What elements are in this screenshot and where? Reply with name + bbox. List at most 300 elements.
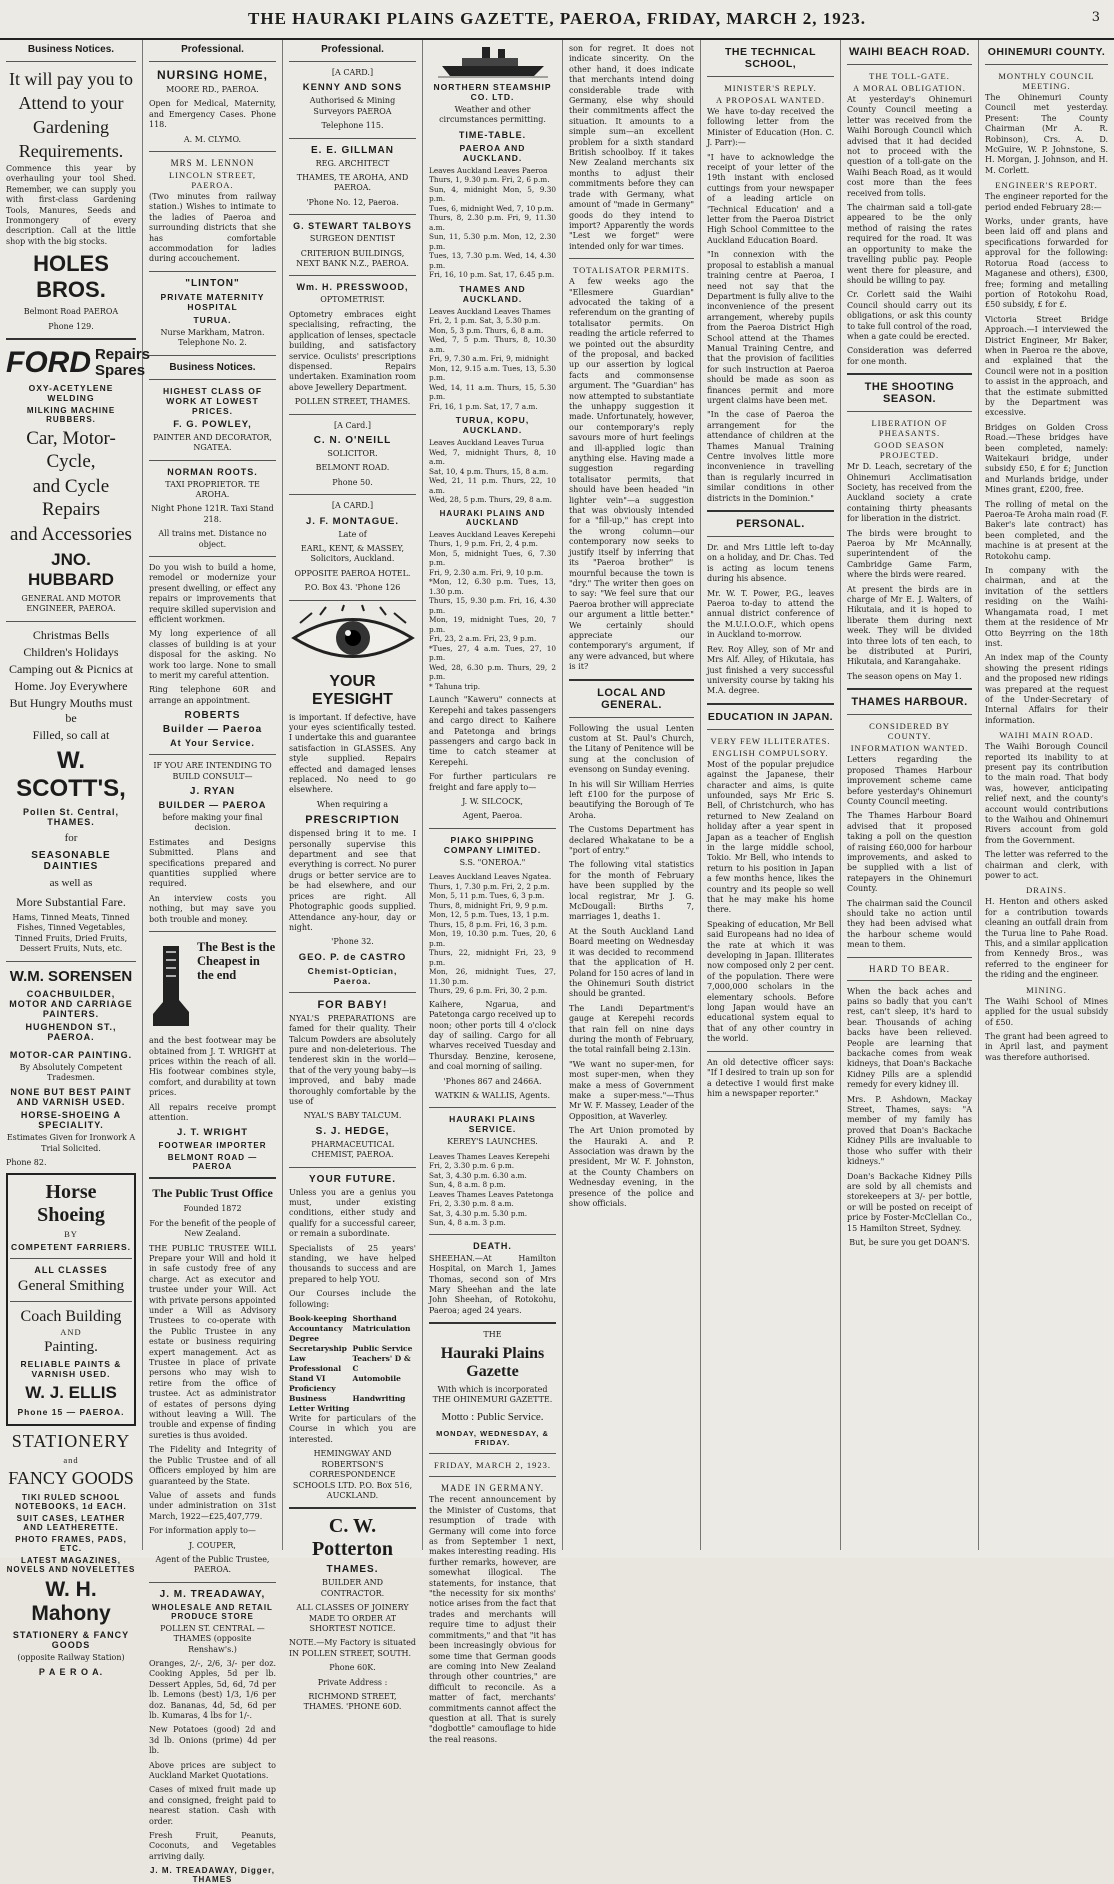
ford-ad bbox=[6, 346, 151, 380]
house-text-2: My long experience of all classes of building is at your disposal for the asking. No work too large. None to small to merit my careful attention. bbox=[149, 629, 276, 680]
criterion: CRITERION BUILDINGS, NEXT BANK N.Z., PAEROA. bbox=[296, 248, 409, 269]
value: Value of assets and funds under administration on 31st March, 1922—£25,407,779. bbox=[149, 1490, 276, 1521]
presswood: Wm. H. PRESSWOOD, bbox=[296, 282, 409, 293]
course-item: Automobile bbox=[352, 1374, 401, 1384]
couper: J. COUPER, bbox=[189, 1540, 236, 1550]
holes-bros: HOLES BROS. bbox=[33, 251, 109, 303]
death: DEATH. bbox=[473, 1240, 512, 1251]
mining-text-1: The Waihi School of Mines applied for the usual subsidy of £50. bbox=[985, 996, 1108, 1027]
cargo: Kaihere, Ngarua, and Patetonga cargo received up to noon; other ports till 4 o'clock day of sailing. Cargo for all wharves received Tuesday and Thursday. Benzine, kerosene, and coal morning of sailing. bbox=[429, 999, 557, 1072]
waihi-text-2: The chairman said a toll-gate appeared to be the only method of raising the rates required for the road. It was an opportunity to make the travelling public pay. People went there for pleasure, and should be willing to pay. bbox=[847, 203, 972, 285]
gazette-title: Hauraki Plains Gazette bbox=[440, 1344, 545, 1380]
personal: PERSONAL. bbox=[736, 518, 805, 531]
phone-50: Phone 50. bbox=[332, 477, 373, 487]
thames-auckland: THAMES AND AUCKLAND. bbox=[459, 283, 526, 304]
joinery: ALL CLASSES OF JOINERY MADE TO ORDER AT SHORTEST NOTICE. bbox=[296, 1603, 409, 1633]
presc-text: dispensed bring it to me. I personally supervise this department and see that everything is correct. No purer drugs or better service are to be had elsewhere, and our prices are right. All Photographic goods supplied. Attendance any-hour, day or night. bbox=[289, 829, 416, 932]
footwear-importer: FOOTWEAR IMPORTER bbox=[158, 1141, 267, 1151]
waihi-main-road: WAIHI MAIN ROAD. bbox=[999, 730, 1094, 741]
painter: PAINTER AND DECORATOR, NGATEA. bbox=[153, 432, 272, 453]
eng-text-1: The engineer reported for the period ended February 28:— bbox=[985, 192, 1108, 212]
editorial-cont: son for regret. It does not indicate sincerity. On the other hand, it does indicate that merchants intend doing considerable trade with Germany, else why should their commitments affect the situation. It amounts to a simple sum—an excellent problem for a sixth standard British schoolboy. If it takes New Zealand merchants six months to adjust their commitments before they can trade with Germany, what amount of "made in Germany" goods do they intend to import? Apparently the words "Lest we forget" were intended only for war times. bbox=[569, 44, 694, 251]
waihi-text-4: Consideration was deferred for one month. bbox=[847, 346, 972, 366]
trust-text: THE PUBLIC TRUSTEE WILL Prepare your Will and hold it in safe custody free of any charge. Act as executor and trustee under your Will. Act with private persons appointed under a Will as Advisory Trustees to co-operate with the Public Trustee in any estate or business requiring expert management. Act as Trustee in place of private persons who may wish to retire from the office of trustee. Act as administrator of estates of persons dying without leaving a Will. The trouble and expense of finding sureties is thus avoided. bbox=[149, 1243, 276, 1440]
weather: Weather and other circumstances permitting. bbox=[439, 105, 546, 125]
write: Write for particulars of the Course in which you are interested. bbox=[289, 1414, 416, 1444]
solicitor: SOLICITOR. bbox=[327, 448, 378, 458]
wright-ad bbox=[149, 938, 276, 1036]
personal-1: Dr. and Mrs Little left to-day on a holiday, and Dr. Chas. Ted is acting as locum tenens during his absence. bbox=[707, 543, 834, 584]
eng-text-7: An index map of the County showing the present ridings and the proposed new ridings was prepared at the request of the Under-Secretary of Internal Affairs for their information. bbox=[985, 653, 1108, 725]
nursing-home: NURSING HOME, bbox=[156, 68, 268, 82]
eng-text-4: Bridges on Golden Cross Road.—These bridges have been completed, namely: Waitekauri bridge, under subsidy £50, £ for £; Junction and Murlands bridge, under Mines grant, £200, free. bbox=[985, 422, 1108, 495]
if-you: IF YOU ARE INTENDING TO BUILD CONSULT— bbox=[153, 761, 272, 781]
surgeon: SURGEON DENTIST bbox=[309, 234, 396, 244]
technical-school: THE TECHNICAL SCHOOL, bbox=[724, 46, 817, 70]
course-item: Teachers' D & C bbox=[352, 1354, 411, 1374]
course-item: Business Letter Writing bbox=[289, 1394, 350, 1414]
motto: Motto : Public Service. bbox=[441, 1411, 544, 1424]
garden-line-3: Gardening bbox=[33, 117, 109, 137]
seasonable: SEASONABLE DAINTIES bbox=[31, 849, 111, 872]
painting: Painting. bbox=[44, 1338, 98, 1355]
before: before making your final decision. bbox=[162, 813, 263, 833]
ryan: J. RYAN bbox=[189, 786, 236, 798]
issue-date: FRIDAY, MARCH 2, 1923. bbox=[434, 1460, 551, 1471]
column-7 bbox=[841, 40, 979, 1550]
opto-pollen: POLLEN STREET, THAMES. bbox=[294, 397, 411, 407]
xmas-4: Home. Joy Everywhere bbox=[14, 678, 128, 693]
phone-60k: Phone 60K. bbox=[329, 1663, 376, 1673]
course-item: Shorthand bbox=[352, 1314, 397, 1324]
incorporated: With which is incorporated THE OHINEMURI GAZETTE. bbox=[432, 1384, 553, 1404]
english-compulsory: ENGLISH COMPULSORY. bbox=[712, 747, 829, 758]
hauraki-service: HAURAKI PLAINS SERVICE. bbox=[449, 1114, 536, 1135]
pobox: P.O. Box 43. 'Phone 126 bbox=[304, 583, 401, 593]
sorensen: W.M. SORENSEN bbox=[9, 967, 133, 985]
fresh: Fresh Fruit, Peanuts, Coconuts, and Vegetables arriving daily. bbox=[149, 1831, 276, 1861]
boot-icon bbox=[149, 942, 193, 1032]
contractor: BUILDER AND CONTRACTOR. bbox=[320, 1578, 385, 1598]
course-list bbox=[289, 1314, 416, 1414]
hughenden: HUGHENDON ST., PAEROA. bbox=[25, 1021, 117, 1042]
timetable-2: Leaves Auckland Leaves Thames Fri, 2, 1 p.m. Sat, 3, 5.30 p.m. Mon, 5, 3 p.m. Thurs, 6, 8 a.m. Wed, 7, 5 p.m. Thurs, 8, 10.30 a.m. Fri, 9, 7.30 a.m. Fri, 9, midnight Mon, 12, 9.15 a.m. Tues, 13, 5.30 p.m. Wed, 14, 11 a.m. Thurs, 15, 5.30 p.m. Fri, 16, 1 p.m. Sat, 17, 7 a.m. bbox=[429, 306, 556, 411]
info: For information apply to— bbox=[149, 1526, 256, 1536]
card-3: [A CARD.] bbox=[331, 501, 374, 511]
waihi-text-3: Cr. Corlett said the Waihi Council should carry out its obligations, or ask this county to take full control of the road, when a gate could be erected. bbox=[847, 290, 972, 341]
column-8 bbox=[979, 40, 1114, 1550]
column-1 bbox=[0, 40, 151, 1677]
interview: An interview costs you nothing, but may save you both trouble and money. bbox=[149, 893, 276, 924]
architect-places: THAMES, TE AROHA, AND PAEROA. bbox=[296, 173, 409, 193]
hard-text-1: When the back aches and pains so badly that you can't rest, can't sleep, it's hard to bear. Thousands of aching backs have been relieved. People are learning that backache comes from weak kidneys, that Doan's Backache Kidney Pills are a splendid remedy for every kidney ill. bbox=[847, 986, 972, 1090]
mahony-sub: STATIONERY & FANCY GOODS bbox=[12, 1629, 130, 1650]
mahony-paeroa: P A E R O A. bbox=[38, 1666, 104, 1677]
page-number: 3 bbox=[1091, 10, 1100, 25]
scott: W. SCOTT'S, bbox=[16, 746, 126, 802]
course-item: Handwriting bbox=[352, 1394, 406, 1404]
optometrist: OPTOMETRIST. bbox=[320, 295, 385, 305]
ellis: W. J. ELLIS bbox=[25, 1382, 117, 1402]
steamship-icon bbox=[438, 44, 548, 78]
wholesale: WHOLESALE AND RETAIL PRODUCE STORE bbox=[152, 1602, 273, 1621]
silcock-agent: Agent, Paeroa. bbox=[462, 811, 523, 821]
course-item: Public Service bbox=[352, 1344, 413, 1354]
prices: Oranges, 2/-, 2/6, 3/- per doz. Cooking Apples, 5d per lb. Dessert Apples, 5d, 6d, 7d per lb. Lemons (best) 1/3, 1/6 per doz. Bananas, 4d, 5d, 6d per lb. Kumaras, 4 lbs for 1/-. bbox=[149, 1658, 276, 1720]
thames-harbour: THAMES HARBOUR. bbox=[851, 696, 968, 709]
hedge: S. J. HEDGE, bbox=[315, 1125, 390, 1137]
xmas-1: Christmas Bells bbox=[32, 627, 110, 642]
holes-phone: Phone 129. bbox=[48, 321, 94, 331]
above: Above prices are subject to Auckland Market Quotations. bbox=[149, 1760, 276, 1781]
opposite-hotel: OPPOSITE PAEROA HOTEL. bbox=[294, 568, 411, 578]
timetable-6: Leaves Thames Leaves Kerepehi Fri, 2, 3.30 p.m. 6 p.m. Sat, 3, 4.30 p.m. 6.30 a.m. Sun, 4, 8 a.m. 8 p.m. Leaves Thames Leaves Patetonga Fri, 2, 3.30 p.m. 8 a.m. Sat, 3, 4.30 p.m. 5.30 p.m. Sun, 4, 8 a.m. 3 p.m. bbox=[429, 1151, 554, 1228]
treadaway: J. M. TREADAWAY, bbox=[159, 1588, 266, 1600]
shoot-text-2: The birds were brought to Paeroa by Mr McAnnally, superintendent of the Cambridge Game Farm, where the birds were reared. bbox=[847, 528, 972, 580]
holes-address: Belmont Road PAEROA bbox=[23, 307, 119, 317]
course-item: Matriculation bbox=[352, 1324, 411, 1334]
tiki: TIKI RULED SCHOOL NOTEBOOKS, 1d EACH. bbox=[15, 1492, 127, 1511]
hubbard: JNO. HUBBARD bbox=[28, 550, 114, 590]
trains-met: All trains met. Distance no object. bbox=[158, 529, 267, 549]
totalisator: TOTALISATOR PERMITS. bbox=[573, 265, 690, 276]
powley: F. G. POWLEY, bbox=[173, 418, 252, 430]
factory-note: NOTE.—My Factory is situated IN POLLEN STREET, SOUTH. bbox=[289, 1638, 416, 1658]
public-trust: The Public Trust Office bbox=[152, 1186, 273, 1201]
future-text: Unless you are a genius you must, under existing conditions, either study and qualify for a successful career, or remain a subordinate. bbox=[289, 1187, 416, 1239]
benefit: For the benefit of the people of New Zealand. bbox=[149, 1218, 276, 1239]
paeroa-auckland: PAEROA AND AUCKLAND. bbox=[459, 142, 526, 163]
column-4 bbox=[423, 40, 563, 1744]
roberts-service: At Your Service. bbox=[170, 738, 255, 749]
hard-text-2: Mrs. P. Ashdown, Mackay Street, Thames, says: "A member of my family has proved that Doan's Backache Kidney Pills are invaluable to those who suffer with their kidneys." bbox=[847, 1094, 972, 1167]
chemist-optician: Chemist-Optician, Paeroa. bbox=[307, 965, 398, 986]
future-text-2: Specialists of 25 years' standing, we have helped thousands to success and are prepared to help YOU. bbox=[289, 1243, 416, 1284]
column-2 bbox=[143, 40, 283, 1884]
main-text-1: The Waihi Borough Council reported its inability to at present pay its contribution to the main road. That body was, however, anticipating relief next, and the county's account would contributions to the Waihou and Ohinemuri Rivers account from gold from the Government. bbox=[985, 742, 1108, 845]
markham: Nurse Markham, Matron. Telephone No. 2. bbox=[160, 327, 265, 348]
architect-phone: 'Phone No. 12, Paeroa. bbox=[306, 197, 399, 207]
the: THE bbox=[483, 1330, 502, 1340]
mining-text-2: The grant had been agreed to in April last, and payment was therefore authorised. bbox=[985, 1031, 1108, 1062]
xmas-6: Filled, so call at bbox=[32, 727, 110, 742]
farriers: COMPETENT FARRIERS. bbox=[10, 1241, 132, 1252]
masthead-title: THE HAURAKI PLAINS GAZETTE, PAEROA, FRIDAY, MARCH 2, 1923. bbox=[248, 9, 866, 28]
monthly-meeting: MONTHLY COUNCIL MEETING. bbox=[998, 71, 1095, 91]
days: MONDAY, WEDNESDAY, & FRIDAY. bbox=[436, 1429, 549, 1448]
timetable-3: Leaves Auckland Leaves Turua Wed, 7, midnight Thurs, 8, 10 a.m. Sat, 10, 4 p.m. Thurs, 15, 8 a.m. Wed, 21, 11 p.m. Thurs, 22, 10 a.m. Wed, 28, 5 p.m. Thurs, 29, 8 a.m. bbox=[429, 438, 556, 505]
personal-2: Mr. W. T. Power, P.G., leaves Paeroa to-day to attend the annual district conference of the M.U.I.O.O.F., which opens in Auckland to-morrow. bbox=[707, 588, 834, 640]
card: [A CARD.] bbox=[331, 68, 374, 77]
nursing-addr: MOORE RD., PAEROA. bbox=[166, 85, 259, 94]
when-requiring: When requiring a bbox=[316, 799, 389, 809]
richmond: RICHMOND STREET, THAMES. 'PHONE 60D. bbox=[303, 1691, 402, 1712]
latest: LATEST MAGAZINES, NOVELS AND NOVELETTES bbox=[6, 1555, 136, 1574]
taxi: TAXI PROPRIETOR. TE AROHA. bbox=[165, 479, 260, 499]
harbour-text-3: The chairman said the Council should take no action until they had been advised what the harbour scheme would mean to them. bbox=[847, 898, 972, 950]
columns bbox=[0, 40, 1114, 1884]
column-5 bbox=[563, 40, 701, 1550]
local-general: LOCAL AND GENERAL. bbox=[597, 686, 666, 711]
garden-line-2: Attend to your bbox=[18, 93, 124, 113]
shooting-season: THE SHOOTING SEASON. bbox=[864, 381, 955, 406]
ryan-text: Estimates and Designs Submitted. Plans and specifications prepared and quantities supplied where required. bbox=[149, 837, 276, 889]
scott-text: Hams, Tinned Meats, Tinned Fishes, Tinned Vegetables, Tinned Fruits, Dried Fruits, Dessert Fruits, Nuts, etc. bbox=[12, 912, 130, 954]
course-item: Secretaryship bbox=[289, 1344, 347, 1354]
talboys: G. STEWART TALBOYS bbox=[293, 221, 412, 232]
norman: NORMAN ROOTS. bbox=[167, 466, 258, 477]
tech-text-3: "In connexion with the proposal to establish a manual training centre at Paeroa, I need not say that the Department is fully alive to the inconvenience of the present arrangement, whereby pupils from the Paeroa District High School attend at the Thames Manual Training Centre, and that the provision of facilities for such instruction at Paeroa should be made as soon as finances permit and more urgent claims have been met. bbox=[707, 250, 834, 405]
card-2: [A Card.] bbox=[334, 420, 371, 430]
silcock: J. W. SILCOCK, bbox=[462, 796, 523, 806]
prescription: PRESCRIPTION bbox=[305, 814, 400, 827]
nursing-text: Open for Medical, Maternity, and Emergency Cases. Phone 118. bbox=[149, 99, 276, 130]
photo-frames: PHOTO FRAMES, PADS, ETC. bbox=[15, 1534, 127, 1553]
timetable-5: Leaves Auckland Leaves Ngatea. Thurs, 1, 7.30 p.m. Fri, 2, 2 p.m. Mon, 5, 11 p.m. Tues, 6, 3 p.m. Thurs, 8, midnight Fri, 9, 9 p.m. Mon, 12, 5 p.m. Tues, 13, 1 p.m. Thurs, 15, 8 p.m. Fri, 16, 3 p.m. Mon, 19, 10.30 p.m. Tues, 20, 6 p.m. Thurs, 22, midnight Fri, 23, 9 p.m. Mon, 26, midnight Tues, 27, 11.30 p.m. Thurs, 29, 6 p.m. Fri, 30, 2 p.m. bbox=[429, 872, 556, 996]
local-3: The Customs Department has declared Whakatane to be a "port of entry." bbox=[569, 825, 694, 856]
local-2: In his will Sir William Herries left £100 for the purpose of beautifying the Borough of Te Aroha. bbox=[569, 779, 694, 820]
ohinemuri-county: OHINEMURI COUNTY. bbox=[987, 46, 1106, 58]
founded: Founded 1872 bbox=[183, 1204, 242, 1214]
wright: J. T. WRIGHT bbox=[176, 1127, 249, 1139]
mahony-addr: (opposite Railway Station) bbox=[17, 1652, 125, 1662]
scott-for: for bbox=[64, 831, 78, 844]
local-7: "We want no super-men, for most super-men, when they make a mess of Government make a super-mess."—Thus Mr W. F. Massey, Leader of the Opposition, at Waverley. bbox=[569, 1059, 694, 1121]
timetable-1: Leaves Auckland Leaves Paeroa Thurs, 1, 9.30 p.m. Fri, 2, 6 p.m. Sun, 4, midnight Mon, 5, 9.30 p.m. Tues, 6, midnight Wed, 7, 10 p.m. Thurs, 8, 2.30 p.m. Fri, 9, 11.30 a.m. Sun, 11, 5.30 p.m. Mon, 12, 2.30 p.m. Tues, 13, 7.30 p.m. Wed, 14, 4.30 p.m. Fri, 16, 10 p.m. Sat, 17, 6.45 p.m. bbox=[429, 165, 556, 280]
watkin: WATKIN & WALLIS, Agents. bbox=[434, 1090, 551, 1100]
nyals: NYAL'S BABY TALCUM. bbox=[303, 1111, 402, 1121]
phone-32: 'Phone 32. bbox=[331, 937, 374, 947]
competent-by: By Absolutely Competent Tradesmen. bbox=[19, 1062, 123, 1082]
courses: Our Courses include the following: bbox=[289, 1289, 416, 1309]
castro: GEO. P. de CASTRO bbox=[298, 951, 407, 963]
substantial: More Substantial Fare. bbox=[16, 894, 126, 909]
ford-spares: Spares bbox=[95, 362, 146, 380]
shoot-text-1: Mr D. Leach, secretary of the Ohinemuri Acclimatisation Society, has received from the Auckland society a crate containing thirty pheasants for liberation in the district. bbox=[847, 462, 972, 524]
ministers-reply: MINISTER'S REPLY. bbox=[724, 83, 817, 93]
harbour-text-2: The Thames Harbour Board advised that it proposed taking a poll on the question of raising £60,000 for harbour improvements, and asked to be supplied with a list of ratepayers in the Ohinemuri County. bbox=[847, 811, 972, 894]
and-2: and bbox=[63, 1454, 79, 1465]
digger: J. M. TREADAWAY, Digger, THAMES bbox=[149, 1866, 276, 1884]
coachbuilder: COACHBUILDER, MOTOR AND CARRIAGE PAINTERS. bbox=[9, 988, 133, 1019]
masthead bbox=[0, 0, 1114, 40]
local-8: The Art Union promoted by the Hauraki A. and P. Association was drawn by the president, Mr W. F. Johnston, at the County Chambers on Wednesday evening, in the presence of the police and show officials. bbox=[569, 1126, 694, 1209]
estimates: Estimates Given for Ironwork A Trial Solicited. bbox=[6, 1133, 136, 1153]
xmas-3: Camping out & Picnics at bbox=[9, 661, 133, 676]
harbour-text-1: Letters regarding the proposed Thames Harbour improvement scheme came before yesterday's Ohinemuri County Council meeting. bbox=[847, 755, 972, 806]
info-wanted: INFORMATION WANTED. bbox=[850, 743, 969, 754]
milking: MILKING MACHINE RUBBERS. bbox=[26, 406, 116, 425]
section-head-prof-2: Professional. bbox=[321, 44, 384, 55]
and: AND bbox=[60, 1326, 82, 1337]
waihi-text-1: At yesterday's Ohinemuri County Council meeting a letter was received from the Waihi Borough Council which advised that it had decided not to proceed with the question of a toll-gate on the Waihi Beach Road, as it would cost more than the fees received from tolls. bbox=[847, 95, 972, 198]
suit-cases: SUIT CASES, LEATHER AND LEATHERETTE. bbox=[16, 1513, 126, 1532]
trust-agent: Agent of the Public Trustee, PAEROA. bbox=[155, 1554, 270, 1575]
column-6 bbox=[701, 40, 841, 1550]
eng-text-3: Victoria Street Bridge Approach.—I interviewed the District Engineer, Mr Baker, when in Paeroa re the above, and explained that the Council were not in a position to assist in the approach, and that the estimate submitted by the Department was excessive. bbox=[985, 314, 1108, 418]
garden-line-1: It will pay you to bbox=[9, 69, 133, 89]
mahony: W. H. Mahony bbox=[31, 1577, 111, 1625]
kenny: KENNY AND SONS bbox=[302, 82, 403, 94]
wright-belmont: BELMONT ROAD — PAEROA bbox=[167, 1153, 258, 1172]
cases: Cases of mixed fruit made up and consigned, freight paid to nearest station. Cash with order. bbox=[149, 1785, 276, 1826]
course-item: Law Professional bbox=[289, 1354, 342, 1374]
ryan-sub: BUILDER — PAEROA bbox=[158, 800, 267, 811]
edu-text-2: Speaking of education, Mr Bell said Europeans had no idea of the rate at which it was developing in Japan. Illiterates now composed only 2 per cent. of the population. There were 7,000,000 scholars in the elementary schools. Before long Japan would have an educational system equal to that of any other country in the world. bbox=[707, 919, 834, 1044]
proposal-wanted: A PROPOSAL WANTED. bbox=[716, 95, 825, 105]
garden-text: Commence this year by overhauling your tool Shed. Remember, we can supply you with first-class Gardening Tools, Manures, Seeds and Ironmongery of every description. Call at the little shop with the big stocks. bbox=[6, 164, 136, 246]
night-phone: Night Phone 121R. Taxi Stand 218. bbox=[151, 504, 274, 524]
course-item: Book-keeping bbox=[289, 1314, 347, 1324]
potatoes: New Potatoes (good) 2d and 3d lb. Onions (prime) 4d per lb. bbox=[149, 1725, 276, 1756]
meeting-text: The Ohinemuri County Council met yesterday. Present: The County Chairman (Mr A. R. Robinson), Crs. A. D. McGuire, W. P. Johnstone, S. H. Morgan, J. Johnson, and H. M. Corlett. bbox=[985, 93, 1108, 175]
tote-text: A few weeks ago the "Ellesmere Guardian" advocated the taking of a referendum on the granting of totalisator permits. On reading the article referred to we pointed out the absurdity of the proposal, and backed up our assertion by logical facts and commonsense argument. The "Guardian" has now attempted to substantiate the unhappy suggestion it made. Unfortunately, however, our contemporary's reply savours more of hurt feelings and ill-applied logic than anything else. Having made a suggestion regarding totalisator permits, that should have been headed "in lighter vein"—a suggestion that was obviously intended for a "fill-up," has crept into the wrong column—our contemporary now seeks to justify itself by inferring that its "Paeroa brother" is mournful because the town is "dry." The writer then goes on to say: "We feel sure that our Paeroa brother will appreciate our argument a little better." We certainly should appreciate our contemporary's argument, if any were advanced, but where is it? bbox=[569, 277, 694, 672]
edu-text-3: An old detective officer says: "If I desired to train up son for a detective I would first make him a newspaper reporter." bbox=[707, 1057, 834, 1098]
private-maternity: PRIVATE MATERNITY HOSPITAL bbox=[160, 291, 265, 312]
telephone-115: Telephone 115. bbox=[321, 121, 384, 131]
education-japan: EDUCATION IN JAPAN. bbox=[707, 710, 834, 723]
horse-shoeing: Horse Shoeing bbox=[37, 1180, 105, 1226]
toll-gate: THE TOLL-GATE. bbox=[869, 71, 950, 81]
eng-text-2: Works, under grants, have been laid off and plans and specifications forwarded for approval for the following: Rotorua Road (access to Maganese and others), £300, free; forming and metalling portion of Rotokohu Road, £50 subsidy, £ for £. bbox=[985, 217, 1108, 310]
clymo: A. M. CLYMO. bbox=[183, 134, 242, 144]
ford-repairs: Repairs bbox=[95, 346, 151, 364]
turua-kopu: TURUA, KOPU, AUCKLAND. bbox=[455, 415, 530, 436]
lennon: MRS M. LENNON bbox=[170, 158, 255, 169]
good-season: GOOD SEASON PROJECTED. bbox=[874, 440, 945, 461]
baby-text: NYAL'S PREPARATIONS are famed for their quality. Their Talcum Powders are absolutely pure and non-deleterious. The tenderest skin in the world—that of the very young baby—is improved, and baby made thoroughly comfortable by the use of bbox=[289, 1013, 416, 1106]
wright-repairs: All repairs receive prompt attention. bbox=[149, 1102, 276, 1122]
section-head-prof: Professional. bbox=[181, 44, 244, 55]
garden-line-4: Requirements. bbox=[18, 141, 124, 161]
death-text: SHEEHAN.—At Hamilton Hospital, on March 1, James Thomas, second son of Mrs Mary Sheehan and the late John Sheehan, of Rotokohu, Paeroa; aged 24 years. bbox=[429, 1253, 556, 1315]
liberation: LIBERATION OF PHEASANTS. bbox=[871, 418, 948, 439]
hard-to-bear: HARD TO BEAR. bbox=[869, 963, 950, 974]
potterton-thames: THAMES. bbox=[326, 1564, 379, 1576]
horse-speciality: HORSE-SHOEING A SPECIALITY. bbox=[20, 1110, 122, 1131]
eng-text-5: The rolling of metal on the Paeroa-Te Aroha main road (F. Baker's late contract) has been completed, and the machine is at present at the Rotokohu camp. bbox=[985, 499, 1108, 561]
your-eyesight: YOUR EYESIGHT bbox=[312, 672, 393, 708]
lennon-text: (Two minutes from railway station.) Wishes to intimate to the ladies of Paeroa and surrounding districts that she has comfortable accommodation for ladies during accouchement. bbox=[149, 192, 276, 264]
scott-address: Pollen St. Central, THAMES. bbox=[22, 806, 119, 827]
best-cheapest: The Best is the Cheapest in the end bbox=[197, 940, 276, 983]
ellis-phone: Phone 15 — PAEROA. bbox=[17, 1406, 125, 1417]
piako: PIAKO SHIPPING COMPANY LIMITED. bbox=[443, 834, 542, 855]
treadaway-pollen: POLLEN ST. CENTRAL — THAMES (opposite Renshaw's.) bbox=[160, 1623, 265, 1654]
fidelity: The Fidelity and Integrity of the Public Trustee and of all Officers employed by him are guaranteed by the State. bbox=[149, 1445, 276, 1486]
by: BY bbox=[64, 1228, 78, 1239]
illiterates: VERY FEW ILLITERATES. bbox=[710, 735, 831, 746]
kerey: KEREY'S LAUNCHES. bbox=[447, 1137, 538, 1147]
oneill-belmont: BELMONT ROAD. bbox=[315, 463, 390, 473]
hauraki-auckland: HAURAKI PLAINS AND AUCKLAND bbox=[439, 508, 546, 527]
local-6: The Landi Department's gauge at Kerepehi records that rain fell on nine days during the month of February, the total rainfall being 2.13in. bbox=[569, 1003, 694, 1055]
course-item: Stand VI Proficiency bbox=[289, 1374, 336, 1394]
local-4: The following vital statistics for the month of February have been supplied by the local registrar, Mr J. G. McDougall: Births 7, marriages 1, deaths 1. bbox=[569, 860, 694, 922]
tech-text-2: "I have to acknowledge the receipt of your letter of the 19th instant with enclosed cuttings from your newspaper of a leading article on 'Technical Education' and a letter from the Paeroa District High School Committee to the Auckland Education Board. bbox=[707, 152, 834, 245]
tech-text-4: "In the case of Paeroa the arrangement for the attendance of children at the Thames Manual Training Centre involves little more inconvenience in travelling than is regularly incurred in similar conditions in other districts in the Dominion." bbox=[707, 410, 834, 503]
xmas-2: Children's Holidays bbox=[23, 644, 119, 659]
best-text: and the best footwear may be obtained from J. T. WRIGHT at prices within the reach of all. His footwear combines style, comfort, and durability at town prices. bbox=[149, 1036, 276, 1098]
phones: 'Phones 867 and 2466A. bbox=[443, 1076, 542, 1086]
main-text-2: The letter was referred to the chairman and clerk, with power to act. bbox=[985, 850, 1108, 881]
section-head-bus: Business Notices. bbox=[169, 361, 256, 373]
moral-obligation: A MORAL OBLIGATION. bbox=[853, 83, 966, 93]
private-address: Private Address : bbox=[317, 1677, 388, 1687]
timetable: TIME-TABLE. bbox=[458, 129, 527, 140]
earl: EARL, KENT, & MASSEY, Solicitors, Auckland. bbox=[300, 543, 405, 564]
be-sure: But, be sure you get DOAN'S. bbox=[849, 1237, 970, 1247]
all-classes: ALL CLASSES bbox=[34, 1264, 108, 1275]
as-well: as well as bbox=[49, 876, 93, 889]
made-in-germany: MADE IN GERMANY. bbox=[440, 1483, 545, 1494]
ford-logo: FORD bbox=[6, 346, 91, 380]
pharma: PHARMACEUTICAL CHEMIST, PAEROA. bbox=[311, 1139, 394, 1160]
made-text: The recent announcement by the Minister of Customs, that resumption of trade with Germany will come into force as from September 1 next, makes interesting reading. His further remarks, however, are somewhat illogical. The statements, for instance, that "the necessity for six months' notice arises from the fact that trades and merchants will require time to adjust their commitments," and that "it has been increasingly obvious for some time that German goods are coming into New Zealand through other countries," are difficult to reconcile. As a matter of fact, merchants' commitments cannot affect the question at all. That is surely "dogbottle" camouflage to hide the real reasons. bbox=[429, 1495, 556, 1744]
turua: TURUA. bbox=[193, 314, 232, 325]
ring: Ring telephone 60R and arrange an appointment. bbox=[149, 685, 276, 705]
house-text: Do you wish to build a home, remodel or modernize your present dwelling, or effect any repairs or improvements that require skilled supervision and efficient workmen. bbox=[149, 562, 276, 624]
drains: DRAINS. bbox=[1026, 885, 1067, 896]
general-smithing: General Smithing bbox=[17, 1277, 125, 1294]
hubbard-sub: GENERAL AND MOTOR ENGINEER, PAEROA. bbox=[21, 594, 121, 614]
northern: NORTHERN STEAMSHIP CO. LTD. bbox=[433, 82, 552, 102]
linton: "LINTON" bbox=[185, 277, 240, 289]
car-line-2: and Cycle Repairs bbox=[32, 476, 110, 521]
stationery: STATIONERY bbox=[11, 1430, 131, 1451]
car-line-3: and Accessories bbox=[10, 524, 132, 546]
eng-text-6: In company with the chairman, and at the invitation of the settlers residing on the Waihi-Whangamata road, I met them at the residence of Mr Otto Beyrring on the 18th inst. bbox=[985, 566, 1108, 648]
montague: J. F. MONTAGUE. bbox=[306, 515, 399, 527]
eye-text: is important. If defective, have your eyes scientifically tested. I undertake this and guarantee satisfaction in GLASSES. Any style supplied. Repairs effected and damaged lenses replaced. No need to go elsewhere. bbox=[289, 712, 416, 795]
shoot-text-4: The season opens on May 1. bbox=[847, 671, 962, 681]
further: For further particulars re freight and fare apply to— bbox=[429, 772, 556, 792]
local-1: Following the usual Lenten custom at St. Paul's Church, the Litany of Penitence will be sung at the conclusion of evensong on Sunday evening. bbox=[569, 723, 694, 775]
shoot-text-3: At present the birds are in charge of Mr E. J. Walters, of Hikutaia, and it is hoped to liberate them during next week. They will be divided into three lots of ten each, to be distributed at Puriri, Hikutaia, and Karangahake. bbox=[847, 584, 972, 667]
section-head: Business Notices. bbox=[27, 44, 115, 55]
late-of: Late of bbox=[338, 529, 367, 539]
mining: MINING. bbox=[1026, 984, 1067, 995]
launch: Launch "Kaweru" connects at Kerepehi and takes passengers and cargo direct to Kaihere and Patetonga and brings passengers and cargo back in time to catch steamer at Kerepehi. bbox=[429, 695, 556, 767]
hemingway: HEMINGWAY AND ROBERTSON'S CORRESPONDENCE SCHOOLS LTD. P.O. Box 516, AUCKLAND. bbox=[292, 1449, 413, 1500]
course-item: Accountancy Degree bbox=[289, 1324, 343, 1344]
doans: Doan's Backache Kidney Pills are sold by all chemists and storekeepers at 3/- per bottle, or will be posted on receipt of price by Foster-McClellan Co., 15 Hamilton Street, Sydney. bbox=[847, 1171, 972, 1233]
welding: OXY-ACETYLENE WELDING bbox=[28, 383, 114, 404]
oneroa: S.S. "ONEROA." bbox=[459, 857, 526, 867]
coach-building: Coach Building bbox=[20, 1307, 122, 1325]
surveyors: Authorised & Mining Surveyors PAEROA bbox=[309, 96, 396, 116]
phone-82: Phone 82. bbox=[6, 1158, 47, 1168]
potterton: C. W. Potterton bbox=[311, 1515, 394, 1561]
column-3 bbox=[283, 40, 423, 1712]
oneill: C. N. O'NEILL bbox=[313, 434, 392, 446]
timetable-4: Leaves Auckland Leaves Kerepehi Thurs, 1, 9 p.m. Fri, 2, 4 p.m. Mon, 5, midnight Tues, 6, 7.30 p.m. Fri, 9, 2.30 a.m. Fri, 9, 10 p.m. *Mon, 12, 6.30 p.m. Tues, 13, 1.30 p.m. Thurs, 15, 9.30 p.m. Fri, 16, 4.30 p.m. Mon, 19, midnight Tues, 20, 7 p.m. Fri, 23, 2 a.m. Fri, 23, 9 p.m. *Tues, 27, 4 a.m. Tues, 27, 10 p.m. Wed, 28, 6.30 p.m. Thurs, 29, 2 p.m. * Tahuna trip. bbox=[429, 529, 556, 691]
none-but-best: NONE BUT BEST PAINT AND VARNISH USED. bbox=[10, 1087, 132, 1108]
opto-text: Optometry embraces eight specialising, refracting, the application of lenses, spectacle building, and satisfactory service. Oculists' prescriptions dispensed. Repairs undertaken. Examination room above Jewellery Department. bbox=[289, 309, 416, 392]
reliable: RELIABLE PAINTS & VARNISH USED. bbox=[20, 1358, 122, 1379]
your-future: YOUR FUTURE. bbox=[309, 1173, 396, 1185]
fancy-goods: FANCY GOODS bbox=[8, 1467, 134, 1488]
highest-class: HIGHEST CLASS OF WORK AT LOWEST PRICES. bbox=[162, 385, 263, 416]
local-5: At the South Auckland Land Board meeting on Wednesday it was decided to recommend that the application of H. Poland for 150 acres of land in the Ohinemuri South district should be granted. bbox=[569, 926, 694, 999]
drains-text: H. Henton and others asked for a contribution towards cleaning an outfall drain from the Turua line to Pahe Road. This, and a similar application from Kennedy Bros., was referred to the engineer for the riding and the engineer. bbox=[985, 897, 1108, 980]
xmas-5: But Hungry Mouths must be bbox=[9, 695, 133, 725]
motor-paint: MOTOR-CAR PAINTING. bbox=[9, 1049, 133, 1060]
horse-shoeing-ad bbox=[6, 1173, 136, 1426]
engineers-report: ENGINEER'S REPORT. bbox=[995, 180, 1098, 191]
waihi-beach: WAIHI BEACH ROAD. bbox=[849, 46, 970, 58]
car-line-1: Car, Motor-Cycle, bbox=[26, 428, 116, 473]
